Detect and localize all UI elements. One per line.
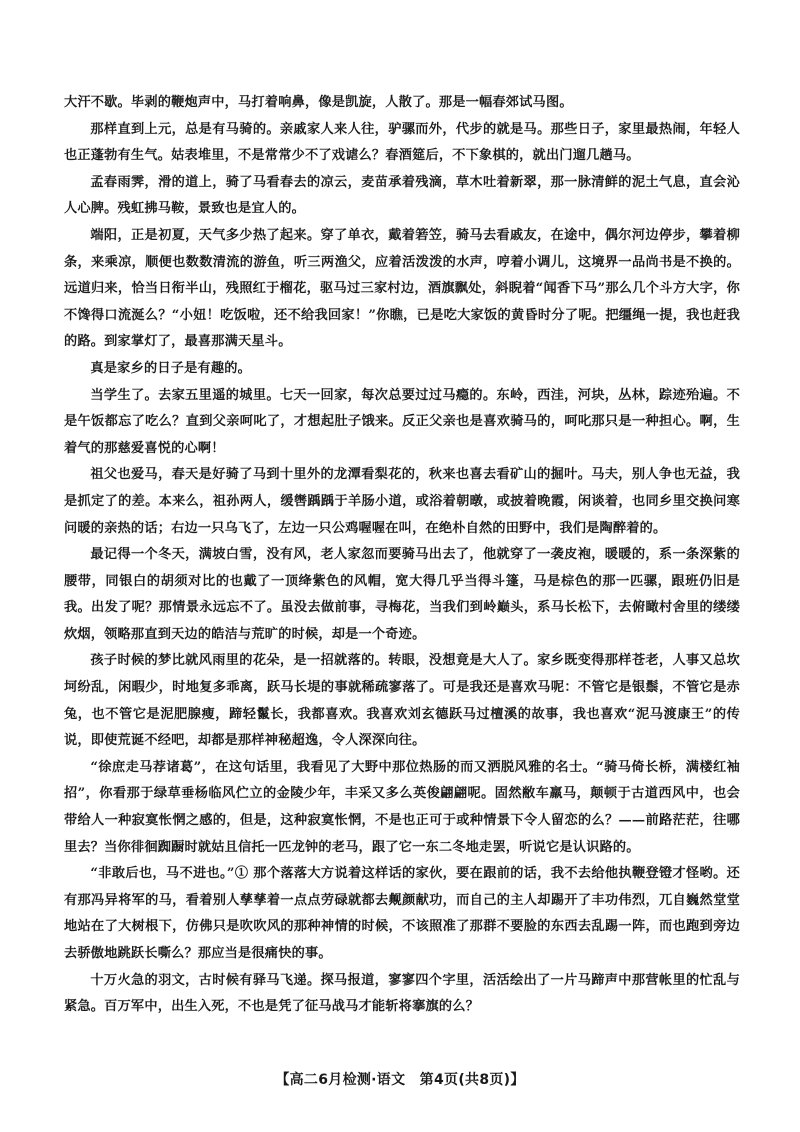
paragraph: 端阳，正是初夏，天气多少热了起来。穿了单衣，戴着箬笠，骑马去看戚友，在途中，偶尔河边停步，攀着柳条，来乘凉，顺便也数数清流的游鱼，听三两渔父，应着活泼泼的水声，哼着小调儿，这境界一品尚书是不换的。远道归来，恰当日衔半山，残照红于榴花，驱马过三家村边，酒旗飘处，斜睨着“闻香下马”那么几个斗方大字，你不馋得口流涎么？“小妞！吃饭啦，还不给我回家！”你瞧，已是吃大家饭的黄昏时分了呢。把缰绳一提，我也赶我的路。到家掌灯了，最喜那满天星斗。 xyxy=(64,227,740,350)
paragraph: 十万火急的羽文，古时候有驿马飞递。探马报道，寥寥四个字里，活活绘出了一片马蹄声中那营帐里的忙乱与紧急。百万军中，出生入死，不也是凭了征马战马才能斩将搴旗的么？ xyxy=(64,972,740,1015)
paragraph: 大汗不歇。毕剥的鞭炮声中，马打着响鼻，像是凯旋，人散了。那是一幅春郊试马图。 xyxy=(64,95,573,110)
paragraph: 祖父也爱马，春天是好骑了马到十里外的龙潭看梨花的，秋来也喜去看矿山的掘叶。马夫，别人争也无益，我是抓定了的差。本来么，祖孙两人，缓辔踽踽于羊肠小道，或浴着朝暾，或披着晚霞，闲谈着，也同乡里交换问寒问暖的亲热的话；右边一只乌飞了，左边一只公鸡喔喔在叫，在绝朴自然的田野中，我们是陶醉着的。 xyxy=(64,467,740,536)
paragraph: 孩子时候的梦比就风雨里的花朵，是一招就落的。转眼，没想竟是大人了。家乡既变得那样苍老，人事又总坎坷纷乱，闲暇少，时地复多乖离，跃马长堤的事就稀疏寥落了。可是我还是喜欢马呢：不管它是银鬃，不管它是赤兔，也不管它是泥肥腺瘦，蹄轻鬣长，我都喜欢。我喜欢刘玄德跃马过檀溪的故事，我也喜欢“泥马渡康王”的传说，即使荒诞不经吧，却都是那样神秘超逸，令人深深向往。 xyxy=(64,653,740,749)
paragraph: 最记得一个冬天，满坡白雪，没有风，老人家忽而要骑马出去了，他就穿了一袭皮袍，暖暖的，系一条深紫的腰带，同银白的胡须对比的也戴了一顶绛紫色的风帽，宽大得几乎当得斗篷，马是棕色的那一匹骡，跟班仍旧是我。出发了呢？那情景永远忘不了。虽没去做前事，寻梅花，当我们到岭巅头，系马长松下，去俯瞰村舍里的缕缕炊烟，领略那直到天边的皓洁与荒旷的时候，却是一个奇迹。 xyxy=(64,547,740,642)
article-body xyxy=(64,90,740,1021)
paragraph: “非敢后也，马不进也。”① 那个落落大方说着这样话的家伙，要在跟前的话，我不去给他执鞭登镫才怪哟。还有那冯异将军的马，看着别人孳孳着一点点劳碌就都去觍颜献功，而自己的主人却踢开了丰功伟烈，兀自巍然堂堂地站在了大树根下，仿佛只是吹吹风的那种神情的时候，不该照准了那群不要脸的东西去乱踢一阵，而也跑到旁边去骄傲地跳跃长嘶么？那应当是很痛快的事。 xyxy=(64,866,740,961)
paragraph: 孟春雨霁，滑的道上，骑了马看春去的凉云，麦苗承着残滴，草木吐着新翠，那一脉清鲜的泥土气息，直会沁人心脾。残虹拂马鞍，景致也是宜人的。 xyxy=(64,174,740,217)
paragraph: 真是家乡的日子是有趣的。 xyxy=(90,360,252,376)
paragraph: “徐庶走马荐诸葛”，在这句话里，我看见了大野中那位热肠的而又洒脱风雅的名士。“骑马倚长桥，满楼红袖招”，你看那于绿草垂杨临风伫立的金陵少年，丰采又多么英俊翩翩呢。固然敝车羸马，颠顿于古道西风中，也会带给人一种寂寞怅惘之感的，但是，这种寂寞怅惘，不是也正可于或种情景下令人留恋的么？——前路茫茫，往哪里去？当你徘徊踟蹰时就姑且信托一匹龙钟的老马，跟了它一东二冬地走罢，听说它是认识路的。 xyxy=(64,759,740,855)
page-footer: 【高二6月检测·语文 第4页(共8页)】 xyxy=(275,1072,525,1088)
paragraph: 那样直到上元，总是有马骑的。亲戚家人来人往，驴骡而外，代步的就是马。那些日子，家里最热闹，年轻人也正蓬勃有生气。姑表堆里，不是常常少不了戏谑么？春酒筵后，不下象棋的，就出门遛几趟马。 xyxy=(64,121,740,164)
paragraph: 当学生了。去家五里遥的城里。七天一回家，每次总要过过马瘾的。东岭，西洼，河块，丛林，踪迹殆遍。不是午饭都忘了吃么？直到父亲呵叱了，才想起肚子饿来。反正父亲也是喜欢骑马的，呵叱那只是一种担心。啊，生着气的那慈爱喜悦的心啊！ xyxy=(64,387,740,456)
